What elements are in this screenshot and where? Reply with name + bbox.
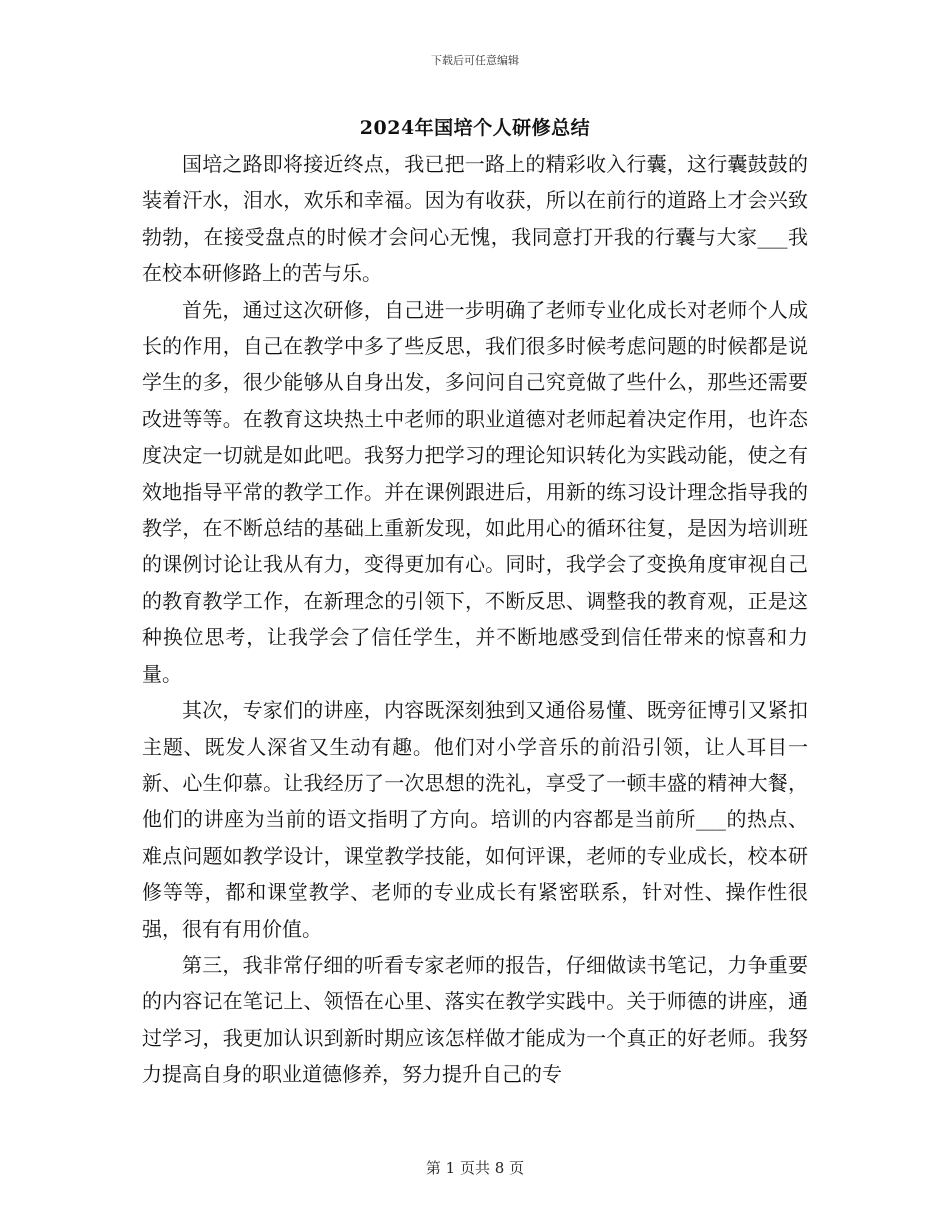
document-body [142,146,808,1093]
document-title: 2024年国培个人研修总结 [359,117,591,139]
page-number: 第 1 页共 8 页 [425,1159,525,1177]
page-header-note: 下载后可任意编辑 [431,54,519,67]
paragraph: 其次，专家们的讲座，内容既深刻独到又通俗易懂、既旁征博引又紧扣主题、既发人深省又生动有趣。他们对小学音乐的前沿引领，让人耳目一新、心生仰慕。让我经历了一次思想的洗礼，享受了一顿丰盛的精神大餐，他们的讲座为当前的语文指明了方向。培训的内容都是当前所___的热点、难点问题如教学设计，课堂教学技能，如何评课，老师的专业成长，校本研修等等，都和课堂教学、老师的专业成长有紧密联系，针对性、操作性很强，很有有用价值。 [142,698,808,941]
paragraph: 首先，通过这次研修，自己进一步明确了老师专业化成长对老师个人成长的作用，自己在教学中多了些反思，我们很多时候考虑问题的时候都是说学生的多，很少能够从自身出发，多问问自己究竟做了些什么，那些还需要改进等等。在教育这块热土中老师的职业道德对老师起着决定作用，也许态度决定一切就是如此吧。我努力把学习的理论知识转化为实践动能，使之有效地指导平常的教学工作。并在课例跟进后，用新的练习设计理念指导我的教学，在不断总结的基础上重新发现，如此用心的循环往复，是因为培训班的课例讨论让我从有力，变得更加有心。同时，我学会了变换角度审视自己的教育教学工作，在新理念的引领下，不断反思、调整我的教育观，正是这种换位思考，让我学会了信任学生，并不断地感受到信任带来的惊喜和力量。 [142,297,808,686]
paragraph: 第三，我非常仔细的听看专家老师的报告，仔细做读书笔记，力争重要的内容记在笔记上、领悟在心里、落实在教学实践中。关于师德的讲座，通过学习，我更加认识到新时期应该怎样做才能成为一个真正的好老师。我努力提高自身的职业道德修养，努力提升自己的专 [142,952,808,1087]
paragraph: 国培之路即将接近终点，我已把一路上的精彩收入行囊，这行囊鼓鼓的装着汗水，泪水，欢乐和幸福。因为有收获，所以在前行的道路上才会兴致勃勃，在接受盘点的时候才会问心无愧，我同意打开我的行囊与大家___我在校本研修路上的苦与乐。 [142,152,808,286]
